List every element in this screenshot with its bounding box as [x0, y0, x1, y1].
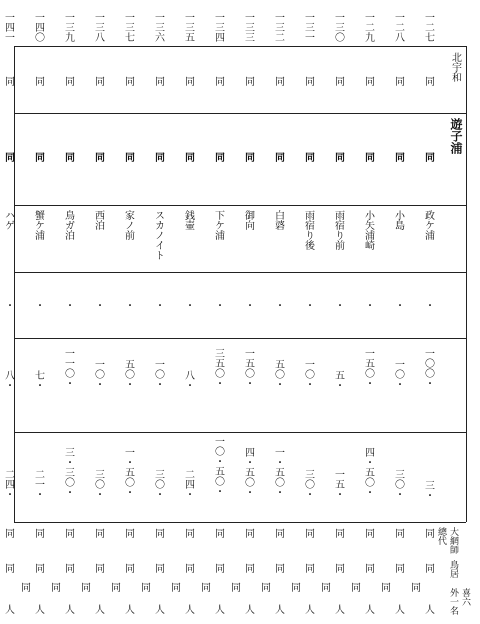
same-mark-stagger: 同	[198, 582, 210, 592]
person-mark: 人	[212, 604, 224, 614]
column-number: 一四一	[2, 12, 14, 42]
value-2: 三〇・	[392, 469, 404, 499]
same-mark: 同	[62, 563, 74, 573]
dot-mark: ・	[272, 300, 284, 310]
same-mark: 同	[272, 76, 284, 86]
dot-mark: ・	[122, 300, 134, 310]
data-column	[387, 0, 409, 624]
data-column	[297, 0, 319, 624]
same-mark: 同	[332, 528, 344, 538]
column-number: 一三〇	[332, 12, 344, 42]
column-number: 一三五	[182, 12, 194, 42]
same-mark: 同	[32, 152, 44, 162]
value-1: 一五〇・	[242, 348, 254, 388]
village-name: 御向	[242, 210, 254, 230]
same-mark-stagger: 同	[48, 582, 60, 592]
same-mark-stagger: 同	[348, 582, 360, 592]
person-mark: 人	[182, 604, 194, 614]
dot-mark: ・	[392, 300, 404, 310]
dot-mark: ・	[332, 300, 344, 310]
same-mark-stagger: 同	[78, 582, 90, 592]
same-mark: 同	[272, 152, 284, 162]
same-mark: 同	[362, 563, 374, 573]
value-1: 三五〇・	[212, 348, 224, 388]
same-mark: 同	[122, 528, 134, 538]
same-mark: 同	[2, 528, 14, 538]
dot-mark: ・	[32, 300, 44, 310]
note-label: 外一名	[448, 588, 458, 615]
value-1: 八・	[182, 370, 194, 390]
village-name: 小矢浦崎	[362, 210, 374, 250]
same-mark: 同	[182, 152, 194, 162]
same-mark: 同	[2, 76, 14, 86]
column-number: 一四〇	[32, 12, 44, 42]
same-mark: 同	[272, 528, 284, 538]
person-mark: 人	[242, 604, 254, 614]
village-name: 雨宿り前	[332, 210, 344, 250]
data-column	[147, 0, 169, 624]
same-mark: 同	[212, 528, 224, 538]
same-mark: 同	[272, 563, 284, 573]
same-mark: 同	[302, 528, 314, 538]
role-label-2: 總代	[436, 527, 446, 545]
same-mark: 同	[362, 76, 374, 86]
village-name: 雨宿り後	[302, 210, 314, 250]
data-column	[0, 0, 19, 624]
same-mark: 同	[242, 76, 254, 86]
column-number: 一二九	[362, 12, 374, 42]
village-name: 小島	[392, 210, 404, 230]
data-column	[357, 0, 379, 624]
village-name: 白碆	[272, 210, 284, 230]
dot-mark: ・	[302, 300, 314, 310]
person-mark: 人	[272, 604, 284, 614]
same-mark: 同	[62, 152, 74, 162]
same-mark: 同	[122, 152, 134, 162]
data-column	[57, 0, 79, 624]
same-mark: 同	[212, 76, 224, 86]
same-mark: 同	[362, 528, 374, 538]
same-mark: 同	[62, 528, 74, 538]
same-mark: 同	[92, 152, 104, 162]
person-mark: 人	[362, 604, 374, 614]
same-mark-stagger: 同	[228, 582, 240, 592]
same-mark: 同	[122, 563, 134, 573]
value-1: 一〇〇・	[422, 348, 434, 388]
same-mark: 同	[182, 76, 194, 86]
same-mark: 同	[422, 76, 434, 86]
column-number: 一三八	[92, 12, 104, 42]
dot-mark: ・	[212, 300, 224, 310]
person-mark: 人	[302, 604, 314, 614]
village-name: 蟹ケ浦	[32, 210, 44, 240]
same-mark: 同	[92, 76, 104, 86]
value-2: 三〇・	[92, 469, 104, 499]
role-name-2: 喜六	[460, 588, 470, 606]
role-name-1: 鳥居	[448, 560, 458, 578]
value-2: 四・五〇・	[242, 447, 254, 497]
value-2: 四・五〇・	[362, 447, 374, 497]
same-mark: 同	[422, 528, 434, 538]
value-1: 八・	[2, 370, 14, 390]
same-mark-stagger: 同	[408, 582, 420, 592]
section-heading: 遊子浦	[449, 118, 463, 154]
value-2: 三〇・	[302, 469, 314, 499]
dot-mark: ・	[152, 300, 164, 310]
same-mark-stagger: 同	[378, 582, 390, 592]
data-column	[207, 0, 229, 624]
column-number: 一二八	[392, 12, 404, 42]
same-mark: 同	[422, 563, 434, 573]
same-mark: 同	[302, 76, 314, 86]
same-mark: 同	[182, 528, 194, 538]
value-2: 一・五〇・	[122, 447, 134, 497]
column-number: 一三九	[62, 12, 74, 42]
value-1: 五・	[332, 370, 344, 390]
data-column	[417, 0, 439, 624]
person-mark: 人	[332, 604, 344, 614]
person-mark: 人	[392, 604, 404, 614]
data-column	[237, 0, 259, 624]
same-mark-stagger: 同	[18, 582, 30, 592]
village-name: 銭壷	[182, 210, 194, 230]
role-label: 大網師	[448, 527, 458, 554]
same-mark: 同	[242, 528, 254, 538]
column-number: 一三三	[242, 12, 254, 42]
same-mark: 同	[302, 152, 314, 162]
same-mark: 同	[62, 76, 74, 86]
same-mark: 同	[392, 152, 404, 162]
village-name: 家ノ前	[122, 210, 134, 240]
data-column	[327, 0, 349, 624]
same-mark: 同	[152, 528, 164, 538]
same-mark: 同	[332, 76, 344, 86]
same-mark: 同	[32, 76, 44, 86]
village-name: 下ケ浦	[212, 210, 224, 240]
same-mark: 同	[332, 152, 344, 162]
value-2: 二四・	[2, 469, 14, 499]
same-mark: 同	[32, 563, 44, 573]
value-2: 一・五〇・	[272, 447, 284, 497]
data-column	[177, 0, 199, 624]
same-mark-stagger: 同	[168, 582, 180, 592]
value-2: 三・三〇・	[62, 447, 74, 497]
same-mark: 同	[362, 152, 374, 162]
value-2: 三・	[422, 480, 434, 500]
same-mark: 同	[152, 563, 164, 573]
village-name: スカノイト	[152, 210, 164, 260]
dot-mark: ・	[92, 300, 104, 310]
same-mark: 同	[392, 563, 404, 573]
dot-mark: ・	[62, 300, 74, 310]
same-mark: 同	[212, 152, 224, 162]
same-mark-stagger: 同	[258, 582, 270, 592]
value-2: 三〇・	[152, 469, 164, 499]
value-1: 一〇・	[302, 359, 314, 389]
same-mark-stagger: 同	[138, 582, 150, 592]
same-mark: 同	[392, 528, 404, 538]
same-mark: 同	[242, 152, 254, 162]
value-2: 二一・	[32, 469, 44, 499]
same-mark: 同	[242, 563, 254, 573]
person-mark: 人	[62, 604, 74, 614]
same-mark: 同	[32, 528, 44, 538]
person-mark: 人	[2, 604, 14, 614]
value-2: 二四・	[182, 469, 194, 499]
column-number: 一三四	[212, 12, 224, 42]
value-1: 一〇・	[92, 359, 104, 389]
same-mark-stagger	[0, 582, 5, 595]
village-name: ハゲ	[2, 210, 14, 230]
same-mark-stagger: 同	[288, 582, 300, 592]
dot-mark: ・	[182, 300, 194, 310]
village-name: 政ケ浦	[422, 210, 434, 240]
value-2: 一五・	[332, 469, 344, 499]
value-1: 一〇・	[152, 359, 164, 389]
same-mark-stagger: 同	[108, 582, 120, 592]
dot-mark: ・	[362, 300, 374, 310]
same-mark: 同	[332, 563, 344, 573]
column-number: 一三七	[122, 12, 134, 42]
dot-mark: ・	[2, 300, 14, 310]
region-label: 北宇和	[449, 52, 461, 82]
dot-mark: ・	[242, 300, 254, 310]
same-mark: 同	[422, 152, 434, 162]
value-1: 一一〇・	[62, 348, 74, 388]
same-mark: 同	[92, 528, 104, 538]
same-mark: 同	[302, 563, 314, 573]
person-mark: 人	[122, 604, 134, 614]
same-mark: 同	[182, 563, 194, 573]
same-mark: 同	[212, 563, 224, 573]
column-number: 一二七	[422, 12, 434, 42]
person-mark: 人	[32, 604, 44, 614]
person-mark: 人	[152, 604, 164, 614]
data-column	[267, 0, 289, 624]
value-2: 一〇・五〇・	[212, 436, 224, 496]
same-mark: 同	[152, 152, 164, 162]
person-mark: 人	[92, 604, 104, 614]
village-name: 鳥ガ泊	[62, 210, 74, 240]
person-mark: 人	[422, 604, 434, 614]
same-mark: 同	[92, 563, 104, 573]
data-column	[27, 0, 49, 624]
value-1: 七・	[32, 370, 44, 390]
village-name: 西泊	[92, 210, 104, 230]
data-column	[87, 0, 109, 624]
same-mark: 同	[152, 76, 164, 86]
value-1: 一五〇・	[362, 348, 374, 388]
column-number: 一三一	[302, 12, 314, 42]
dot-mark: ・	[422, 300, 434, 310]
same-mark: 同	[2, 152, 14, 162]
same-mark: 同	[2, 563, 14, 573]
data-column	[117, 0, 139, 624]
value-1: 一〇・	[392, 359, 404, 389]
value-1: 五〇・	[122, 359, 134, 389]
same-mark: 同	[122, 76, 134, 86]
same-mark: 同	[392, 76, 404, 86]
value-1: 五〇・	[272, 359, 284, 389]
column-number: 一三二	[272, 12, 284, 42]
column-number: 一三六	[152, 12, 164, 42]
same-mark-stagger: 同	[318, 582, 330, 592]
